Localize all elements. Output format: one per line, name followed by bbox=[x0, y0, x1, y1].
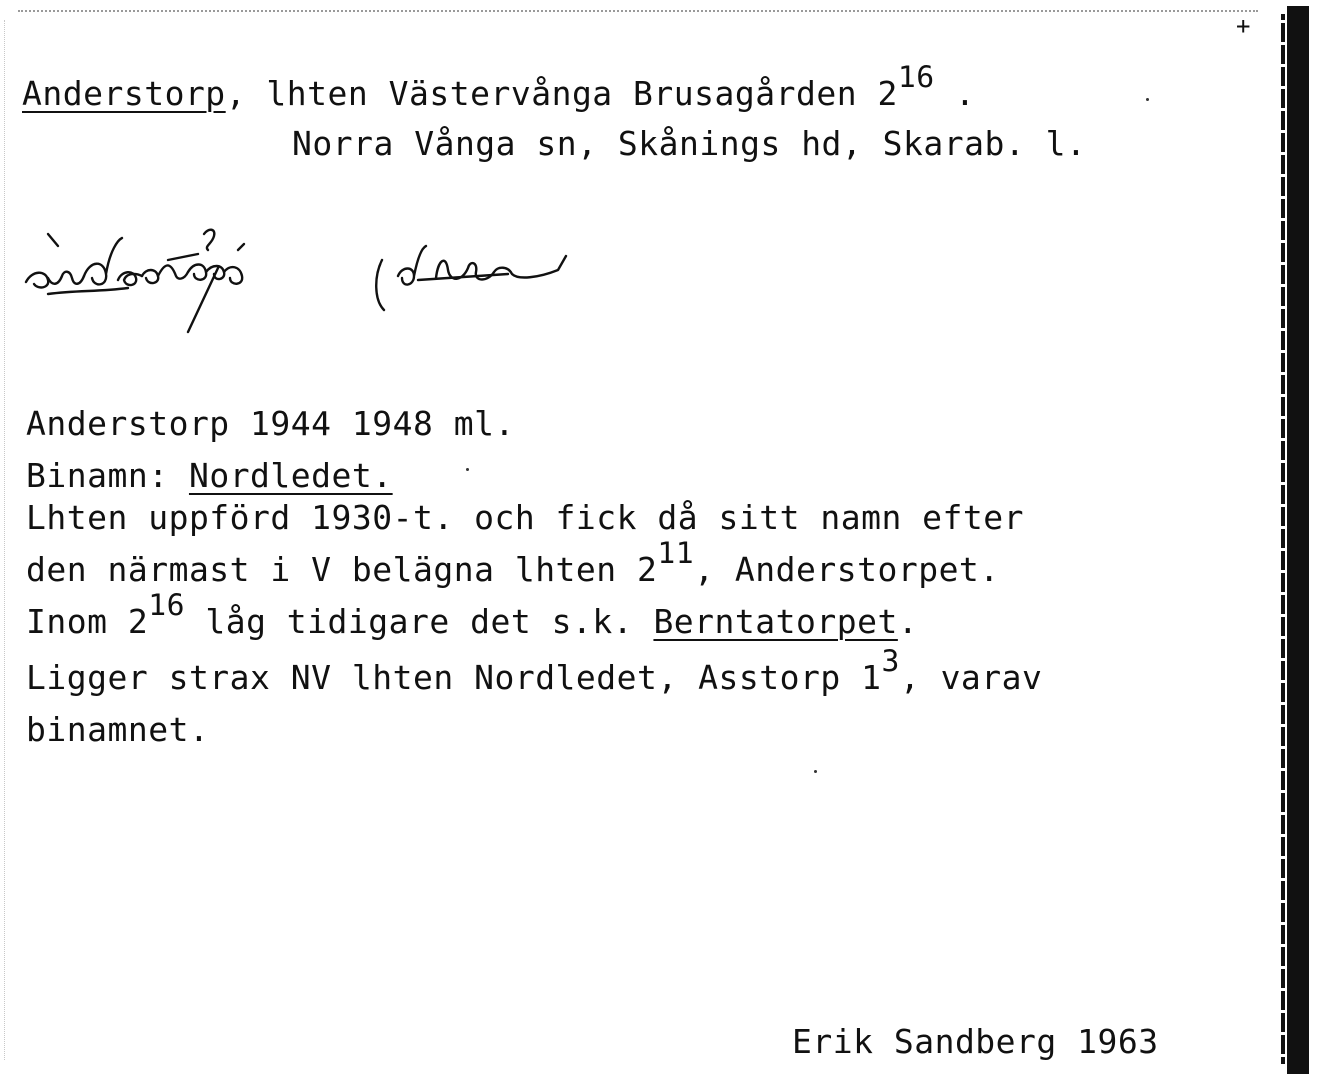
card-heading bbox=[22, 60, 976, 116]
line-binamnet: binamnet. bbox=[26, 710, 210, 749]
croft-name: Berntatorpet bbox=[653, 602, 898, 641]
scan-edge-strip bbox=[1281, 14, 1285, 1064]
scan-edge-bar bbox=[1287, 6, 1309, 1074]
card-left-edge bbox=[4, 20, 5, 1060]
neighbour-text-end: , Anderstorpet. bbox=[694, 550, 1000, 589]
corner-plus-mark: + bbox=[1236, 12, 1251, 40]
line-former-croft bbox=[26, 588, 919, 644]
card-top-edge bbox=[18, 10, 1258, 12]
author-signature: Erik Sandberg 1963 bbox=[792, 1022, 1159, 1061]
line-name-years: Anderstorp 1944 1948 ml. bbox=[26, 404, 515, 443]
location-note-text: Ligger strax NV lhten Nordledet, Asstorp 1 bbox=[26, 658, 882, 697]
neighbour-superscript: 11 bbox=[657, 536, 695, 572]
former-text-end: . bbox=[897, 602, 919, 641]
former-superscript: 16 bbox=[148, 588, 185, 624]
place-name: Anderstorp bbox=[22, 74, 226, 113]
line-neighbour bbox=[26, 536, 1000, 592]
line-built: Lhten uppförd 1930-t. och fick då sitt namn efter bbox=[26, 498, 1025, 537]
line-location-note bbox=[26, 644, 1043, 700]
heading-end: . bbox=[934, 74, 976, 113]
speck bbox=[1146, 98, 1149, 101]
binamn-label: Binamn: bbox=[26, 456, 189, 495]
location-note-superscript: 3 bbox=[881, 644, 900, 680]
binamn-value: Nordledet. bbox=[188, 456, 393, 495]
handwritten-pronunciation-note-icon bbox=[18, 220, 598, 340]
former-text-mid: låg tidigare det s.k. bbox=[184, 602, 654, 641]
speck bbox=[466, 468, 469, 471]
location-note-end: , varav bbox=[899, 658, 1043, 697]
heading-text: , lhten Västervånga Brusagården 2 bbox=[225, 74, 898, 113]
location-line: Norra Vånga sn, Skånings hd, Skarab. l. bbox=[292, 124, 1087, 163]
heading-superscript: 16 bbox=[897, 60, 935, 96]
line-binamn bbox=[26, 456, 393, 496]
speck bbox=[814, 770, 817, 773]
former-text: Inom 2 bbox=[26, 602, 149, 641]
neighbour-text: den närmast i V belägna lhten 2 bbox=[26, 550, 658, 589]
